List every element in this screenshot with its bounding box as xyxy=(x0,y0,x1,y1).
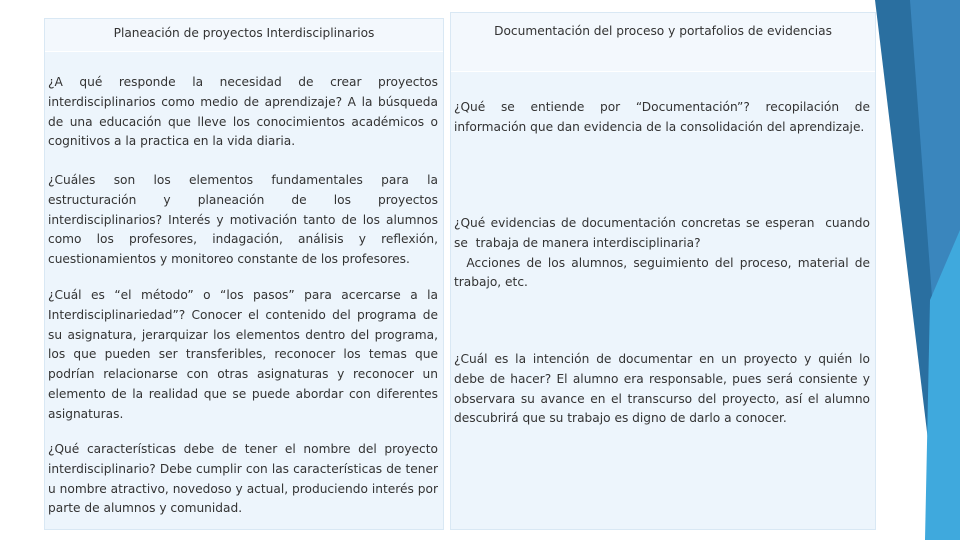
left-paragraph-2: ¿Cuáles son los elementos fundamentales para la estructuración y planeación de los proyectos interdisciplinarios? Interés y motivación tanto de los alumnos como los profesores, indagación, análisis y reflexión, cuestionamientos y monitoreo constante de los profesores. xyxy=(48,173,438,267)
right-column-header: Documentación del proceso y portafolios de evidencias xyxy=(451,13,875,72)
left-paragraph-3: ¿Cuál es “el método” o “los pasos” para acercarse a la Interdisciplinariedad”? Conocer el contenido del programa de su asignatura, jerarquizar los elementos dentro del programa, los que pueden ser transferibles, reconocer los temas que podrían relacionarse con otras asignaturas y reconocer un elemento de la realidad que se puede abordar con diferentes asignaturas. xyxy=(48,288,438,421)
right-paragraph-1: ¿Qué se entiende por “Documentación”? recopilación de información que dan evidencia de la consolidación del aprendizaje. xyxy=(454,100,870,134)
left-column-header: Planeación de proyectos Interdisciplinarios xyxy=(45,19,443,52)
right-paragraph-2: ¿Qué evidencias de documentación concretas se esperan cuando se trabaja de manera interdisciplinaria? Acciones de los alumnos, seguimiento del proceso, material de trabajo, etc. xyxy=(454,216,870,290)
decorative-side-shapes xyxy=(870,0,960,540)
right-paragraph-3: ¿Cuál es la intención de documentar en un proyecto y quién lo debe de hacer? El alumno era responsable, pues será consiente y observara su avance en el transcurso del proyecto, así el alumno descubrirá que su trabajo es digno de darlo a conocer. xyxy=(454,352,870,426)
left-column-panel xyxy=(44,18,444,530)
left-paragraph-1: ¿A qué responde la necesidad de crear proyectos interdisciplinarios como medio de aprendizaje? A la búsqueda de una educación que lleve los conocimientos académicos o cognitivos a la practica en la vida diaria. xyxy=(48,75,438,149)
left-paragraph-4: ¿Qué características debe de tener el nombre del proyecto interdisciplinario? Debe cumplir con las características de tener u nombre atractivo, novedoso y actual, produciendo interés por parte de alumnos y comunidad. xyxy=(48,442,438,516)
right-column-panel xyxy=(450,12,876,530)
